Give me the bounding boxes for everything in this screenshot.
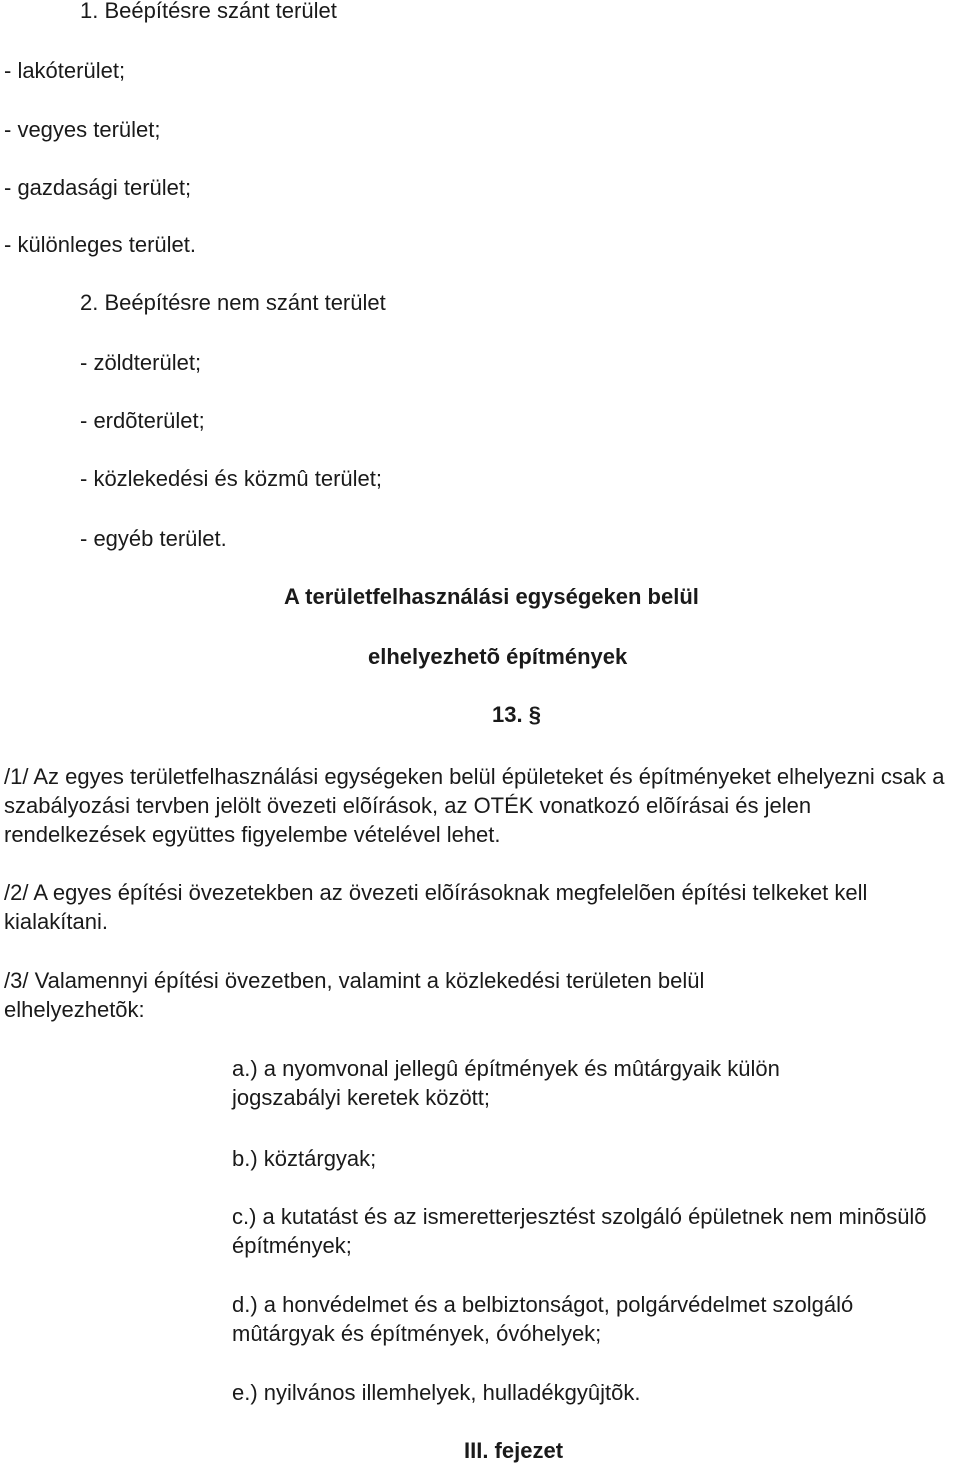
list-item: - egyéb terület. [80,526,227,551]
list-item: - zöldterület; [80,350,202,375]
list-item-b: b.) köztárgyak; [232,1146,377,1171]
list-item-c: c.) a kutatást és az ismeretterjesztést szolgáló épületnek nem minõsülõ építmények; [232,1204,927,1258]
section2-heading: 2. Beépítésre nem szánt terület [80,290,386,315]
list-item-a: a.) a nyomvonal jellegû építmények és mûtárgyaik külön jogszabályi keretek között; [232,1056,780,1110]
paragraph-3: /3/ Valamennyi építési övezetben, valamint a közlekedési területen belül elhelyezhetõk: [4,968,705,1022]
chapter-title: III. fejezet [464,1438,564,1463]
list-item: - közlekedési és közmû terület; [80,466,383,491]
section1-heading: 1. Beépítésre szánt terület [80,0,337,23]
subtitle-line-1: A területfelhasználási egységeken belül [284,584,699,609]
list-item: - lakóterület; [4,58,126,83]
paragraph-1: /1/ Az egyes területfelhasználási egységeken belül épületeket és építményeket elhelyezni csak a szabályozási tervben jelölt övezeti elõírások, az OTÉK vonatkozó elõírásai és jelen rendelkezések együttes figyelembe vételével lehet. [4,764,945,847]
paragraph-2: /2/ A egyes építési övezetekben az övezeti elõírásoknak megfelelõen építési telkeket kell kialakítani. [4,880,868,934]
list-item-d: d.) a honvédelmet és a belbiztonságot, polgárvédelmet szolgáló mûtárgyak és építmények, óvóhelyek; [232,1292,854,1346]
list-item: - gazdasági terület; [4,175,192,200]
list-item: - erdõterület; [80,408,205,433]
list-item: - különleges terület. [4,232,196,257]
list-item: - vegyes terület; [4,117,161,142]
list-item-e: e.) nyilvános illemhelyek, hulladékgyûjtõk. [232,1380,641,1405]
paragraph-number: 13. § [492,702,541,727]
subtitle-line-2: elhelyezhetõ építmények [368,644,628,669]
